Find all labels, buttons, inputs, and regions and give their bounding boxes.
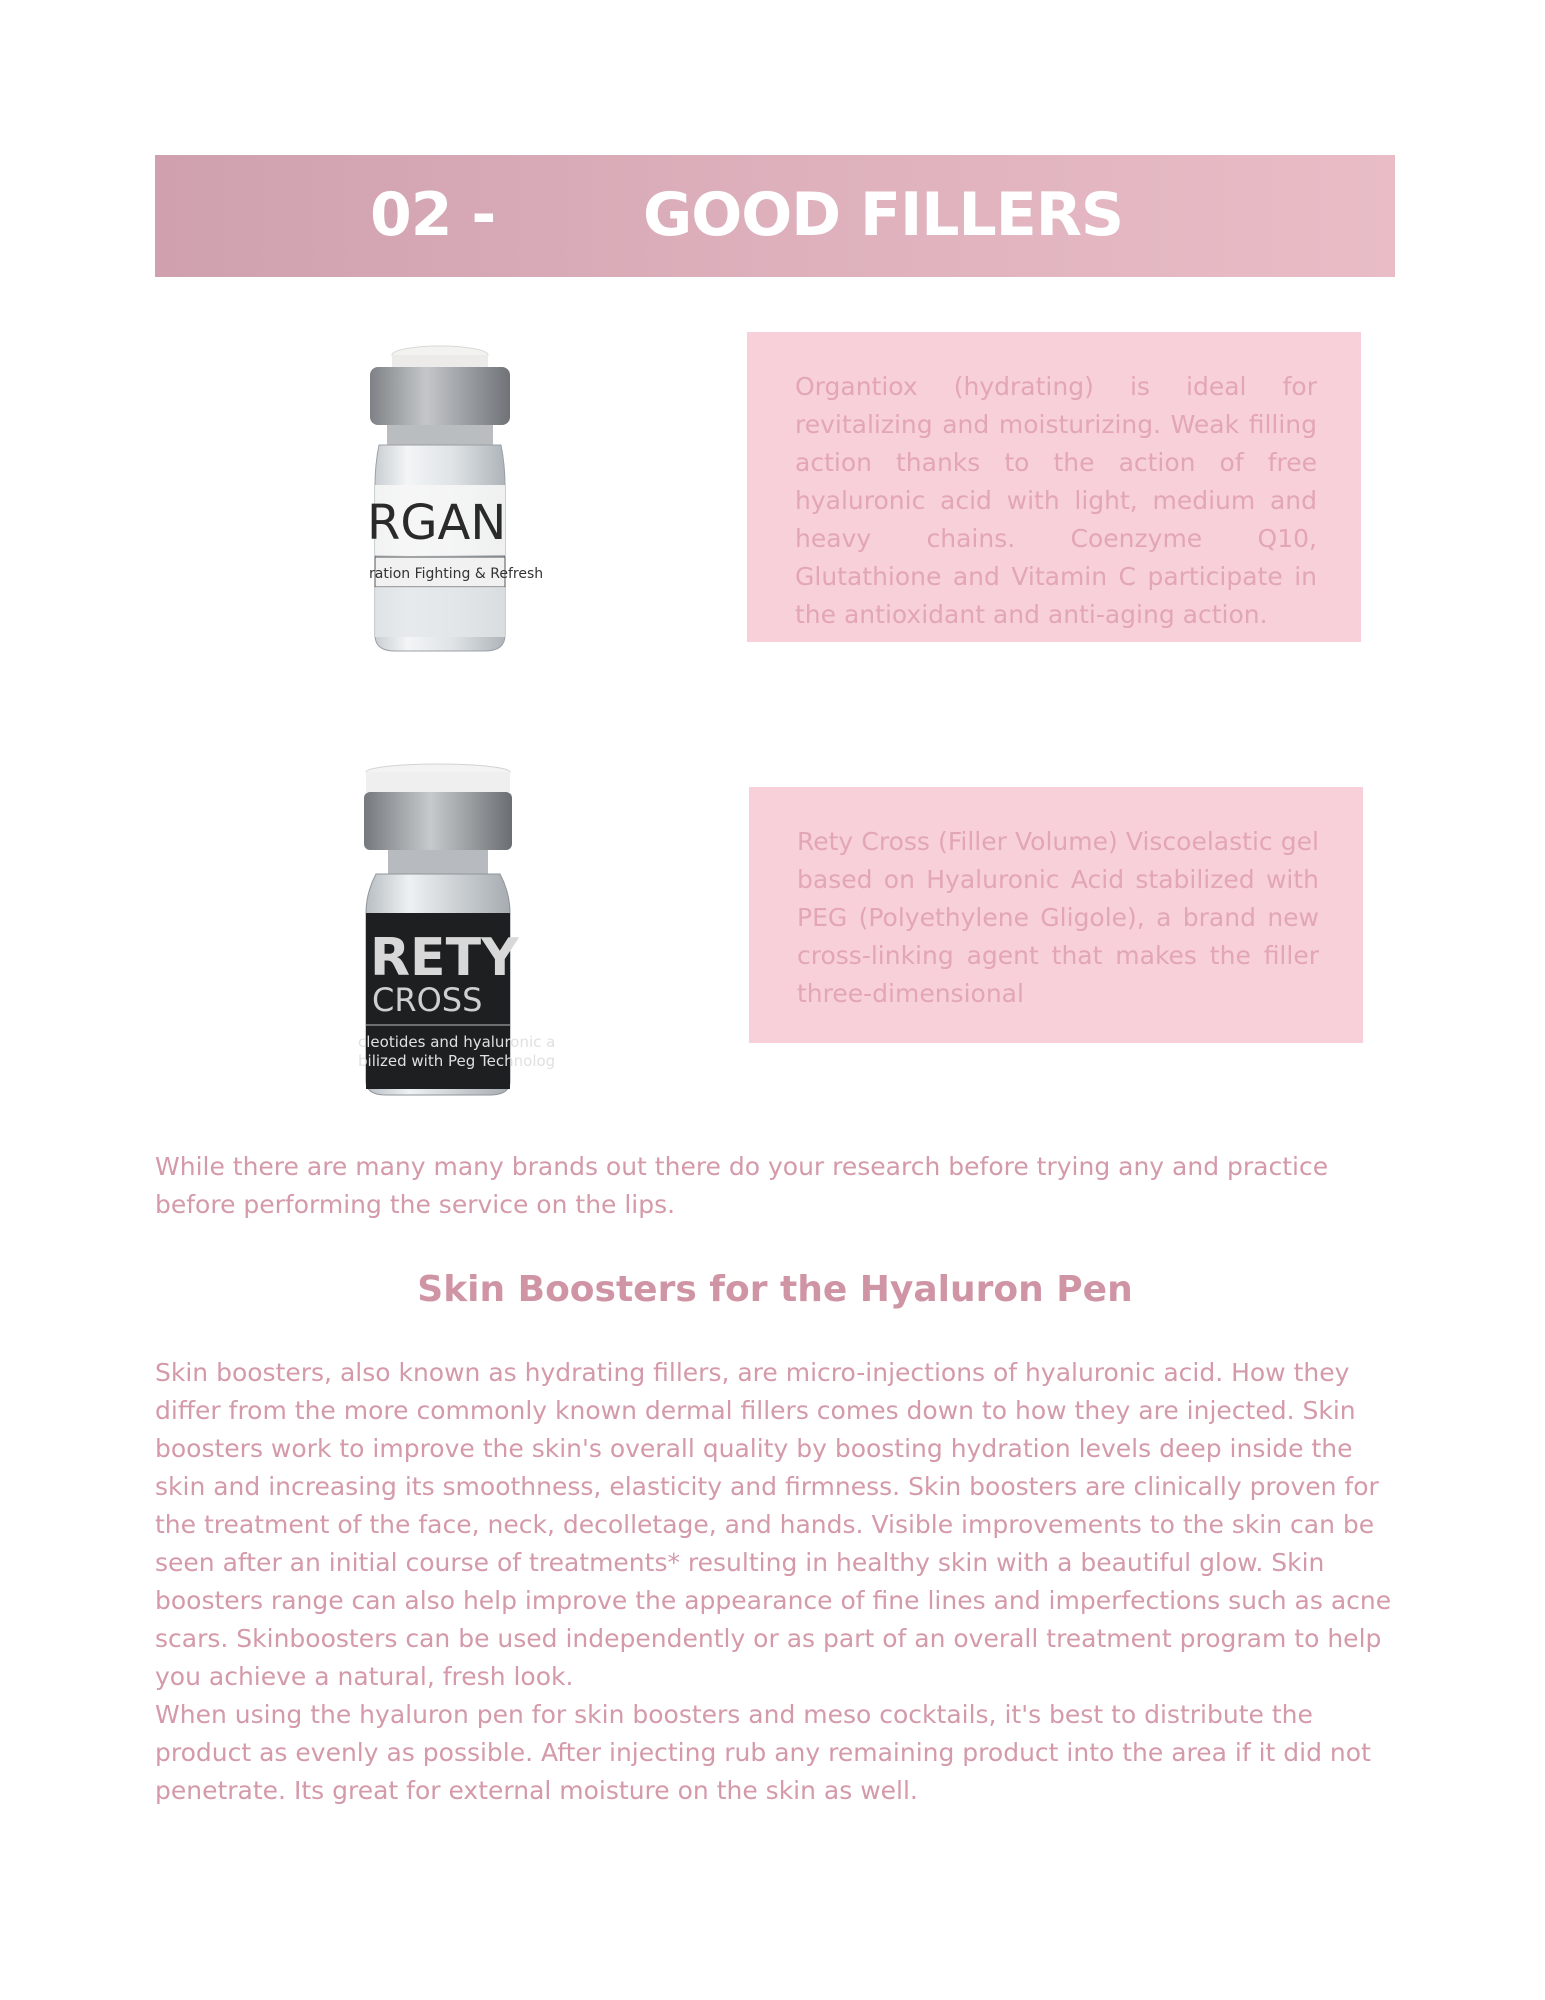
organtiox-description-box [747, 332, 1361, 642]
organtiox-vial-label: RGAN [367, 495, 507, 551]
hyaluron-pen-paragraph: When using the hyaluron pen for skin boosters and meso cocktails, it's best to distribute the product as evenly as possible. After injecting rub any remaining product into the area if it did not penetrate. Its great for external moisture on the skin as well. [155, 1700, 1371, 1805]
rety-vial-label: RETY [370, 928, 519, 988]
skin-boosters-heading: Skin Boosters for the Hyaluron Pen [417, 1269, 1133, 1310]
rety-cross-description-box [749, 787, 1363, 1043]
rety-cross-vial-image [358, 763, 556, 1098]
rety-vial-sublabel-1: cleotides and hyaluronic a [358, 1033, 556, 1051]
skin-boosters-paragraph: Skin boosters, also known as hydrating fillers, are micro-injections of hyaluronic acid. How they differ from the more commonly known dermal fillers comes down to how they are injected. Skin boosters work to improve the skin's overall quality by boosting hydration levels deep inside the skin and increasing its smoothness, elasticity and firmness. Skin boosters are clinically proven for the treatment of the face, neck, decolletage, and hands. Visible improvements to the skin can be seen after an initial course of treatments* resulting in healthy skin with a beautiful glow. Skin boosters range can also help improve the appearance of fine lines and imperfections such as acne scars. Skinboosters can be used independently or as part of an overall treatment program to help you achieve a natural, fresh look. [155, 1358, 1392, 1691]
section-title: GOOD FILLERS [643, 180, 1124, 250]
section-number: 02 - [370, 180, 496, 250]
organtiox-description: Organtiox (hydrating) is ideal for revitalizing and moisturizing. Weak filling action thanks to the action of free hyaluronic acid with light, medium and heavy chains. Coenzyme Q10, Glutathione and Vitamin C participate in the antioxidant and anti-aging action. [795, 372, 1317, 629]
organtiox-vial-image [365, 345, 544, 655]
rety-cross-description: Rety Cross (Filler Volume) Viscoelastic gel based on Hyaluronic Acid stabilized with PEG (Polyethylene Gligole), a brand new cross-linking agent that makes the filler three-dimensional [797, 827, 1319, 1008]
organtiox-vial-sublabel: ration Fighting & Refresh [369, 566, 544, 582]
rety-vial-brand2: CROSS [372, 981, 483, 1019]
section-banner [155, 155, 1395, 277]
intro-paragraph: While there are many many brands out there do your research before trying any and practice before performing the service on the lips. [155, 1152, 1329, 1219]
rety-vial-sublabel-2: bilized with Peg Technolog [358, 1052, 556, 1070]
